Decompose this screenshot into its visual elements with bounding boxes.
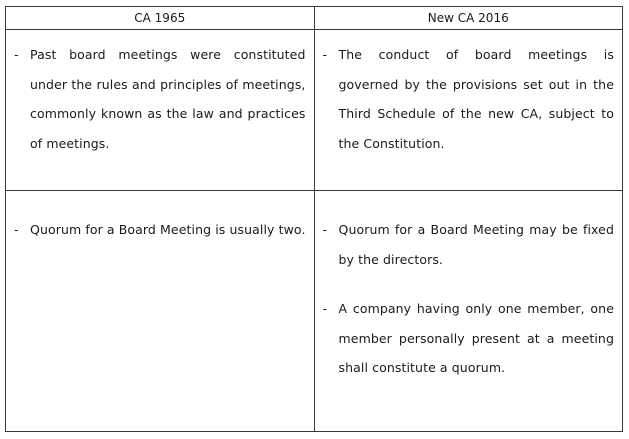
list-item bbox=[323, 294, 615, 383]
item-text: A company having only one member, one member personally present at a meeting shall constitute a quorum. bbox=[338, 301, 614, 375]
header-row bbox=[6, 7, 623, 30]
header-new-ca-2016: New CA 2016 bbox=[314, 7, 623, 30]
bullet-dash: - bbox=[322, 47, 328, 62]
list-item bbox=[14, 40, 306, 158]
table-row bbox=[6, 30, 623, 191]
list-item bbox=[14, 215, 306, 245]
item-text: Quorum for a Board Meeting may be fixed by the directors. bbox=[338, 222, 614, 267]
table-cell bbox=[314, 191, 623, 432]
item-text: The conduct of board meetings is governed by the provisions set out in the Third Schedule of the new CA, subject to the Constitution. bbox=[338, 47, 614, 151]
table-cell bbox=[6, 30, 315, 191]
list-item bbox=[323, 40, 615, 158]
comparison-table bbox=[5, 6, 623, 432]
bullet-dash: - bbox=[14, 47, 19, 62]
table-cell bbox=[6, 191, 315, 432]
table-cell bbox=[314, 30, 623, 191]
header-ca-1965: CA 1965 bbox=[6, 7, 315, 30]
bullet-dash: - bbox=[322, 222, 328, 237]
bullet-dash: - bbox=[14, 222, 19, 237]
item-text: Past board meetings were constituted under the rules and principles of meetings, commonly known as the law and practices of meetings. bbox=[30, 47, 306, 151]
bullet-dash: - bbox=[322, 301, 328, 316]
table-row bbox=[6, 191, 623, 432]
item-text: Quorum for a Board Meeting is usually two. bbox=[30, 222, 306, 237]
list-item bbox=[323, 215, 615, 274]
